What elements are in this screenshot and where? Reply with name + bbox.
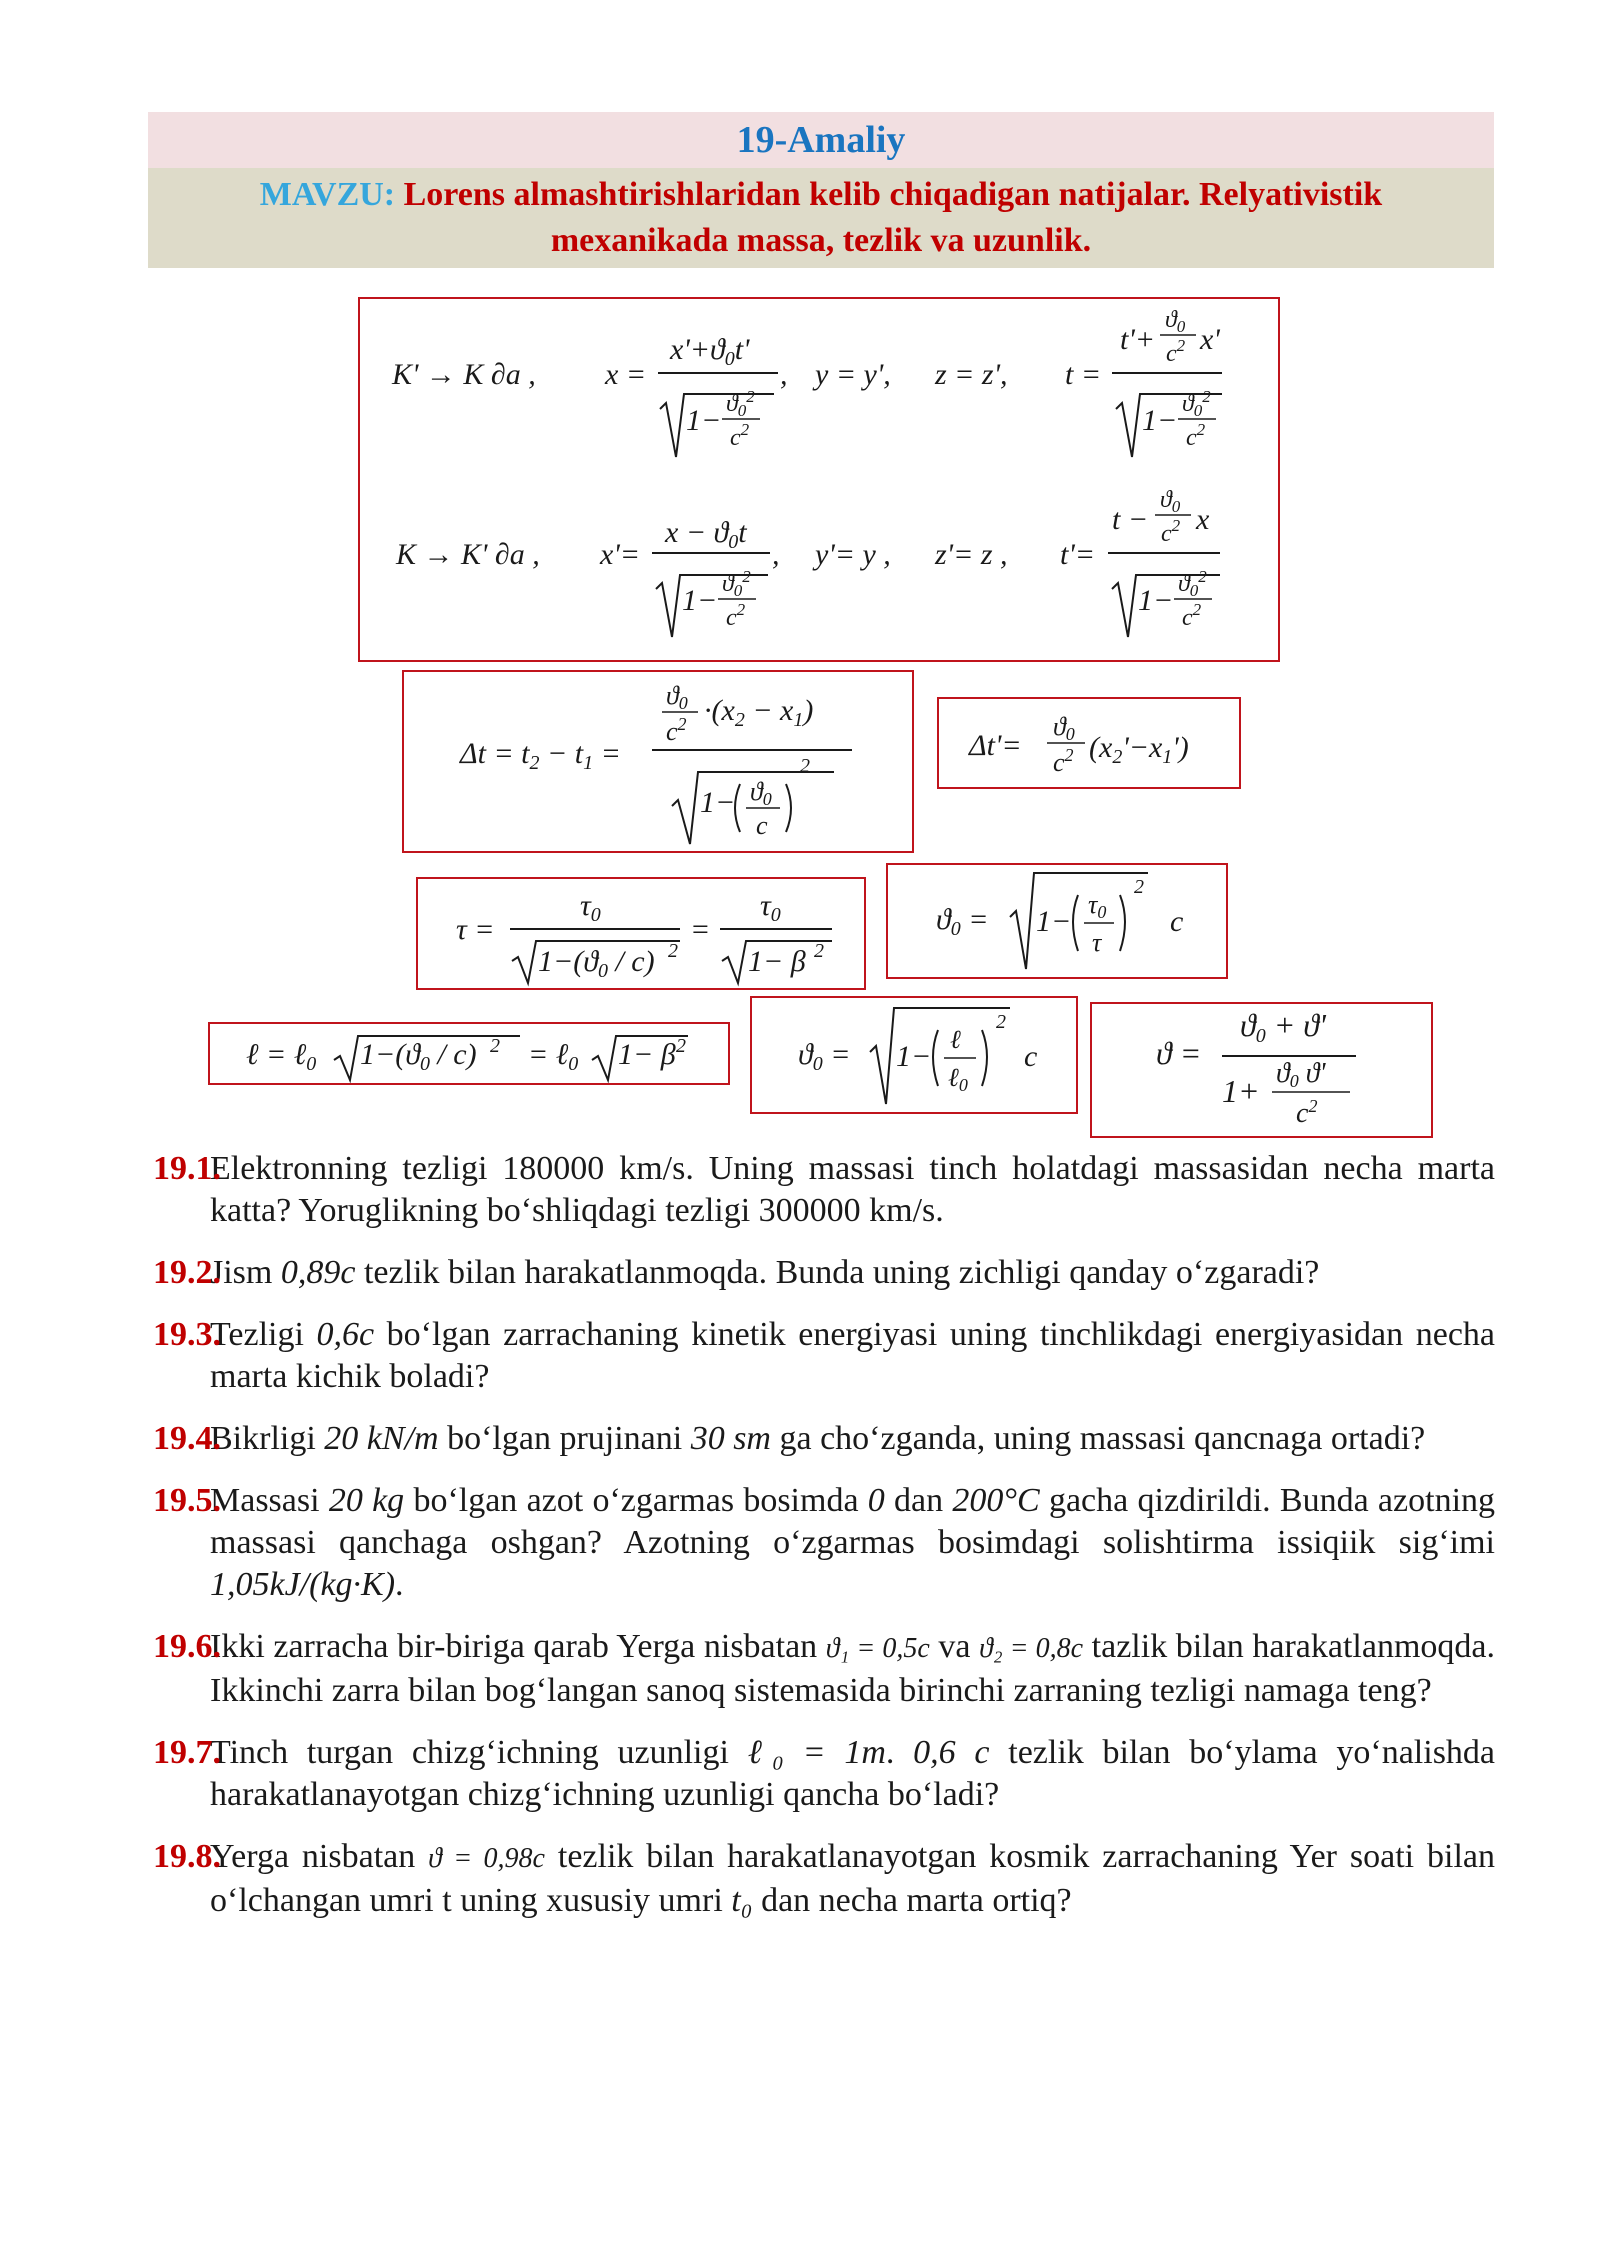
problem-number: 19.3. [153,1316,221,1353]
svg-text:1−: 1− [1138,584,1174,617]
svg-text:ℓ0: ℓ0 [948,1063,968,1095]
svg-text:c: c [756,811,768,840]
lesson-title: 19-Amaliy [148,112,1494,168]
problem-text: Elektronning tezligi 180000 km/s. Uning massasi tinch holatdagi massasidan necha marta katta? Yoruglikning bo‘shliqdagi tezligi 300000 km/s. [210,1150,1495,1229]
length-contraction-box [208,1022,730,1085]
svg-text:x =: x = [605,358,647,391]
svg-text:x': x' [1200,323,1220,356]
problem-value: ϑ = 0,98c [428,1843,545,1874]
svg-text:c2: $c^2$ [1166,336,1186,367]
svg-text:1−: 1− [700,786,736,819]
problem-text: Yerga nisbatan [210,1838,429,1875]
svg-text:x'+ϑ0t': $x'+ϑ_0t'$ [670,333,750,370]
svg-text:c: c [1024,1040,1038,1073]
case-k-to-k-prime: K → K' ∂a , [396,538,540,571]
problem-text: ga cho‘zganda, uning massasi qancnaga ortadi? [771,1420,1426,1457]
svg-text:2: 2 [1134,876,1144,898]
velocity-addition-formula [1092,1004,1431,1136]
svg-text:y'= y ,: y'= y , [815,538,891,571]
svg-text:τ0: τ0 [1088,890,1107,922]
svg-text:c2: $c^2$ [1161,516,1181,547]
svg-text:Δt = t2 − t1 =: $\Delta t = t_2 - t_1$ = [460,737,621,774]
velocity-from-time-formula [888,865,1226,977]
problem-value: 0,89c [280,1254,356,1291]
problem-19-5 [153,1480,1495,1606]
problem-value: 30 sm [690,1420,771,1457]
svg-text:c2: $c^2$ [1053,745,1074,777]
lorentz-transform-formulas [360,299,1278,660]
svg-text:=: = [690,913,711,946]
problem-value: 0,6 c [913,1734,990,1771]
problem-number: 19.2. [153,1254,221,1291]
proper-time-formula [418,879,864,988]
svg-text:ϑ0 + ϑ': ϑ0 + ϑ' [1240,1007,1326,1047]
svg-text:z = z',: z = z', [935,358,1008,391]
svg-text:2: 2 [668,940,678,962]
time-interval-prime-formula [939,699,1239,787]
problem-text: bo‘lgan prujinani [438,1420,691,1457]
svg-text:·(x2 − x1): $\cdot(x_2 - x_1)$ [704,694,814,731]
svg-text:1− β: 1− β [618,1038,676,1071]
lesson-topic [148,168,1494,268]
time-dilation-formula [404,672,912,851]
problem-value: 0 [867,1482,885,1519]
problem-19-1 [153,1148,1495,1232]
problem-19-3 [153,1314,1495,1398]
svg-text:t =: t = [1065,358,1102,391]
svg-text:1−(ϑ0 / c): $1-(ϑ_0 / c)$ [360,1038,477,1075]
velocity-from-length-formula [752,998,1076,1112]
problem-text: Tinch turgan chizg‘ichning uzunligi [210,1734,748,1771]
svg-text:ϑ02: $ϑ_0^2$ [1178,567,1207,600]
velocity-from-time-box [886,863,1228,979]
topic-line1: Lorens almashtirishlaridan kelib chiqadigan natijalar. Relyativistik [403,176,1383,213]
problem-text: . [885,1734,914,1771]
svg-text:c2: $c^2$ [730,420,750,451]
svg-text:c2: $c^2$ [1186,420,1206,451]
problem-value: ϑ₂ = 0,8c [979,1633,1084,1664]
problem-value: t₀ [731,1882,753,1919]
problem-number: 19.4. [153,1420,221,1457]
problem-value: 20 kg [328,1482,405,1519]
svg-text:x: x [1196,503,1210,536]
svg-text:t'+: t'+ [1120,323,1155,356]
svg-text:1−(ϑ0 / c): $1-(ϑ_0 / c)$ [538,945,655,982]
svg-text:c: c [1170,905,1184,938]
svg-text:ϑ0: ϑ0 [750,777,772,809]
velocity-addition-box [1090,1002,1433,1138]
svg-text:1−: 1− [896,1040,932,1073]
problem-19-2 [153,1252,1495,1294]
problem-number: 19.5. [153,1482,221,1519]
svg-text:ℓ = ℓ0: ℓ = ℓ$_0$ [246,1038,317,1075]
problem-text: bo‘lgan azot o‘zgarmas bosimda [404,1482,868,1519]
problem-number: 19.8. [153,1838,221,1875]
problem-text: . [395,1566,404,1603]
svg-text:ϑ02: $ϑ_0^2$ [1182,387,1211,420]
problem-value: 20 kN/m [324,1420,439,1457]
proper-time-box [416,877,866,990]
svg-text:ϑ0 =: $ϑ_0$ = [798,1038,851,1075]
svg-text:τ0: $\tau_0$ [580,889,601,926]
svg-text:1+: 1+ [1222,1073,1260,1109]
problem-19-4 [153,1418,1495,1460]
problem-list [153,1148,1495,1942]
svg-text:ϑ02: $ϑ_0^2$ [722,567,751,600]
svg-text:2: 2 [996,1011,1006,1033]
case-k-prime-to-k: K' → K ∂a , [392,358,536,391]
problem-text: tezlik bilan harakatlanayotgan kosmik zarrachaning Yer soati bilan o‘lchangan umri t uning xususiy umri [210,1838,1495,1919]
svg-text:c2: $c^2$ [726,600,746,631]
problem-text: va [929,1628,980,1665]
svg-text:τ0: $\tau_0$ [760,889,781,926]
problem-text: dan [884,1482,953,1519]
svg-text:c2: $c^2$ [1296,1096,1318,1129]
problem-value: ϑ₁ = 0,5c [825,1633,930,1664]
problem-value: 0,6c [316,1316,375,1353]
problem-number: 19.6. [153,1628,221,1665]
problem-value: ℓ₀ = 1m [747,1734,886,1771]
svg-text:t'=: t'= [1060,538,1095,571]
svg-text:2: 2 [490,1035,500,1057]
svg-text:z'= z ,: z'= z , [935,538,1008,571]
svg-text:ϑ0 =: $ϑ_0$ = [936,903,989,940]
time-interval-prime-box [937,697,1241,789]
svg-text:ϑ02: $ϑ_0^2$ [726,387,755,420]
problem-number: 19.7. [153,1734,221,1771]
problem-19-8 [153,1836,1495,1922]
problem-text: Tezligi [210,1316,317,1353]
problem-value: 200°C [952,1482,1040,1519]
problem-text: tazlik bilan harakatlanmoqda. Ikkinchi zarra bilan bog‘langan sanoq sistemasida birinchi zarraning tezligi namaga teng? [210,1628,1496,1709]
svg-text:ϑ0: ϑ0 [666,681,688,713]
svg-text:Δt'=: Δt'= [969,729,1022,762]
svg-text:ϑ0 ϑ': ϑ0 ϑ' [1276,1058,1326,1091]
problem-text: Bikrligi [210,1420,325,1457]
problem-19-7 [153,1732,1495,1816]
svg-text:1−: 1− [686,404,722,437]
lorentz-transform-box [358,297,1280,662]
length-contraction-formula [210,1024,728,1083]
svg-text:ℓ: ℓ [950,1025,961,1054]
svg-text:,: , [772,538,780,571]
problem-text: gacha qizdirildi. Bunda azotning massasi qanchaga oshgan? Azotning o‘zgarmas bosimdagi solishtirma issiqiik sig‘imi [210,1482,1496,1561]
time-interval-box [402,670,914,853]
svg-text:ϑ0: $ϑ_0$ [1165,307,1186,336]
svg-text:1−: 1− [682,584,718,617]
svg-text:1−: 1− [1036,905,1072,938]
svg-text:t −: t − [1112,503,1149,536]
problem-text: Massasi [210,1482,329,1519]
problem-19-6 [153,1626,1495,1712]
problem-text: bo‘lgan zarrachaning kinetik energiyasi uning tinchlikdagi energiyasidan necha marta kichik boladi? [210,1316,1495,1395]
velocity-from-length-box [750,996,1078,1114]
svg-text:,: , [780,358,788,391]
svg-text:2: 2 [676,1035,686,1057]
svg-text:2: 2 [800,755,810,777]
lesson-header [148,112,1494,268]
svg-text:τ =: τ = [456,913,495,946]
topic-keyword: MAVZU: [259,176,396,213]
problem-value: 1,05kJ/(kg·K) [210,1566,396,1603]
svg-text:2: 2 [814,940,824,962]
topic-line2: mexanikada massa, tezlik va uzunlik. [550,222,1092,259]
svg-text:x'=: x'= [600,538,640,571]
svg-text:(x2'−x1'): $(x_2'-x_1')$ [1089,731,1189,768]
problem-text: Ikki zarracha bir-biriga qarab Yerga nisbatan [210,1628,826,1665]
problem-text: tezlik bilan bo‘ylama yo‘nalishda harakatlanayotgan chizg‘ichning uzunligi qancha bo‘ladi? [210,1734,1496,1813]
problem-number: 19.1. [153,1150,221,1187]
svg-text:= ℓ0: = ℓ$_0$ [528,1038,579,1075]
svg-text:τ: τ [1092,928,1102,957]
svg-text:1−: 1− [1142,404,1178,437]
svg-text:x − ϑ0t: $x - ϑ_0t$ [665,516,747,553]
svg-text:ϑ0: $ϑ_0$ [1160,487,1181,516]
svg-text:y = y',: y = y', [815,358,891,391]
problem-text: Jism [210,1254,281,1291]
svg-text:1− β: 1− β [748,945,806,978]
problem-text: dan necha marta ortiq? [752,1882,1072,1919]
problem-text: tezlik bilan harakatlanmoqda. Bunda uning zichligi qanday o‘zgaradi? [355,1254,1320,1291]
svg-text:ϑ0: ϑ0 [1053,712,1075,744]
svg-text:c2: $c^2$ [666,714,687,746]
svg-text:c2: $c^2$ [1182,600,1202,631]
svg-text:ϑ =: ϑ = [1156,1035,1202,1071]
